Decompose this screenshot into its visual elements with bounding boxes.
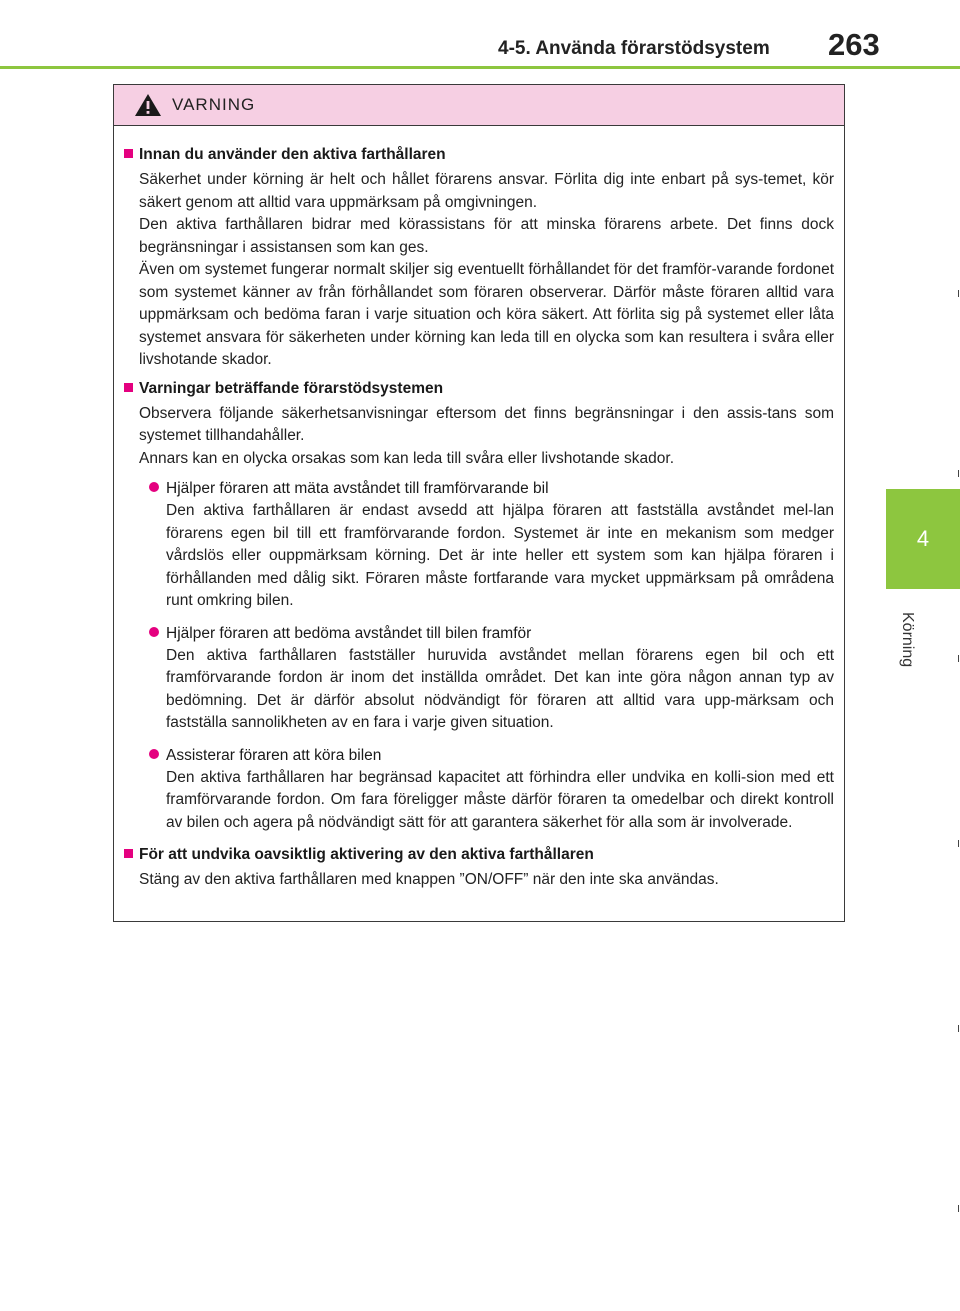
list-item-title: Hjälper föraren att bedöma avståndet till bilen framför	[166, 624, 532, 642]
chapter-tab	[886, 489, 960, 589]
warning-triangle-icon	[134, 93, 162, 117]
page-number: 263	[828, 27, 880, 62]
list-item-text: Den aktiva farthållaren har begränsad kapacitet att förhindra eller undvika en kolli-sion med ett framförvarande fordon. Om fara föreligger måste därför föraren ta omedelbar och direkt kontroll av bilen och agera på nödvändigt sätt för att garantera säkerhet för alla som är involverade.	[166, 768, 834, 831]
list-item	[149, 745, 834, 835]
warning-body	[114, 126, 844, 892]
round-bullet-icon	[149, 749, 159, 759]
round-bullet-icon	[149, 627, 159, 637]
crop-mark	[958, 1205, 959, 1212]
crop-mark	[958, 1025, 959, 1032]
round-bullet-icon	[149, 482, 159, 492]
square-bullet-icon	[124, 383, 133, 392]
list-item-title: Hjälper föraren att mäta avståndet till framförvarande bil	[166, 480, 549, 497]
paragraph: Den aktiva farthållaren bidrar med körassistans för att minska förarens arbete. Det finns dock begränsningar i assistansen som kan ges.	[139, 216, 834, 256]
crop-mark	[958, 290, 959, 297]
chapter-number: 4	[916, 526, 930, 551]
chapter-title: 4-5. Använda förarstödsystem	[498, 38, 770, 59]
paragraph: Stäng av den aktiva farthållaren med knappen ”ON/OFF” när den inte ska användas.	[139, 871, 719, 888]
list-item-text: Den aktiva farthållaren är endast avsedd att hjälpa föraren att fastställa avståndet mel-lan förarens egen bil till ett framförvarande fordon. Systemet är inte en mekanism som medger vårdslös eller ouppmärksam körning. Det är inte heller ett system som kan hjälpa föraren i förhållanden med dålig sikt. Föraren måste fortfarande vara mycket uppmärksam på områdena runt omkring bilen.	[166, 502, 834, 609]
list-item-heading	[149, 478, 834, 500]
section-heading-text: För att undvika oavsiktlig aktivering av den aktiva farthållaren	[139, 846, 594, 863]
warning-title: VARNING	[172, 95, 256, 114]
paragraph: Observera följande säkerhetsanvisningar eftersom det finns begränsningar i den assis-tans som systemet tillhandahåller.	[139, 404, 834, 444]
section-heading-text: Varningar beträffande förarstödsystemen	[139, 379, 444, 397]
list-item	[149, 623, 834, 735]
section-heading	[124, 378, 834, 400]
warning-box	[113, 84, 845, 922]
square-bullet-icon	[124, 149, 133, 158]
warning-section	[124, 378, 834, 835]
crop-mark	[958, 655, 959, 662]
warning-header	[114, 85, 844, 126]
list-item	[149, 478, 834, 613]
crop-mark	[958, 470, 959, 477]
section-heading-text: Innan du använder den aktiva farthållaren	[139, 146, 446, 163]
header-divider	[0, 66, 960, 69]
list-item-heading	[149, 623, 834, 645]
paragraph: Säkerhet under körning är helt och hållet förarens ansvar. Förlita dig inte enbart på sys-temet, kör säkert genom att alltid vara uppmärksam på omgivningen.	[139, 171, 834, 211]
crop-mark	[958, 840, 959, 847]
section-heading	[124, 844, 834, 866]
warning-section	[124, 144, 834, 372]
section-heading	[124, 144, 834, 166]
paragraph: Annars kan en olycka orsakas som kan leda till svåra eller livshotande skador.	[139, 449, 675, 467]
warning-section	[124, 844, 834, 892]
list-item-text: Den aktiva farthållaren fastställer huruvida avståndet mellan förarens egen bil och ett framförvarande fordon är inom det inställda området. Det kan inte göra någon annan typ av bedömning. Det är därför absolut nödvändigt för föraren att alltid vara upp-märksam och fastställa sannolikheten av en fara i varje given situation.	[166, 646, 834, 731]
chapter-label: Körning	[899, 612, 916, 668]
list-item-heading	[149, 745, 834, 767]
paragraph: Även om systemet fungerar normalt skiljer sig eventuellt förhållandet för det framför-varande fordonet som systemet känner av från förhållandet som föraren observerar. Därför måste föraren alltid vara uppmärksam och bedöma faran i varje situation och köra säkert. Att förlita sig på systemet eller låta systemet ansvara för säkerheten under körning kan leda till en olycka som kan resultera i svåra eller livshotande skador.	[139, 261, 834, 368]
list-item-title: Assisterar föraren att köra bilen	[166, 746, 382, 764]
square-bullet-icon	[124, 849, 133, 858]
